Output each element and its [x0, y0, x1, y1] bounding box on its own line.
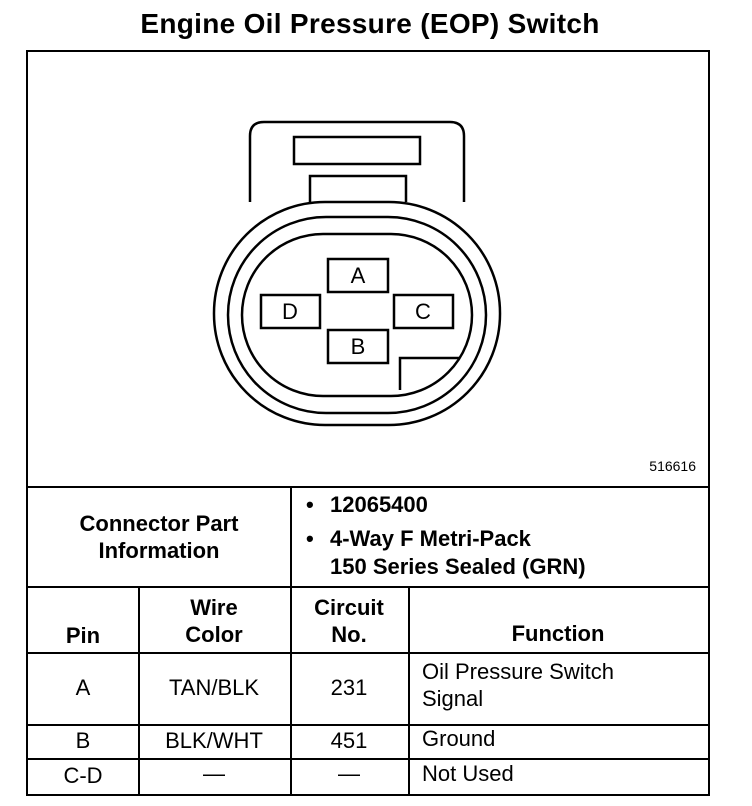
row-cd-pin: C-D [63, 763, 103, 788]
bullet: • [306, 492, 314, 517]
row-b-pin: B [75, 728, 91, 753]
connector-type-item [302, 522, 586, 556]
connector-info-list [302, 488, 586, 584]
connector-document-frame [26, 50, 710, 796]
row-a-function-line1: Oil Pressure Switch [422, 659, 614, 684]
row-cd-wire-color: — [203, 761, 225, 786]
divider-info [28, 586, 708, 588]
pin-label-c: C [415, 299, 431, 324]
connector-type: 4-Way F Metri-Pack [330, 526, 531, 551]
row-cd-function: Not Used [422, 761, 514, 786]
column-divider-circuit [408, 586, 410, 794]
header-wire-color-line2: Color [185, 622, 243, 647]
latch-tab [310, 176, 406, 202]
row-b-function: Ground [422, 726, 496, 751]
row-a-circuit: 231 [330, 675, 368, 700]
part-number-item [302, 488, 586, 522]
row-a-pin: A [75, 675, 91, 700]
connector-diagram [28, 52, 708, 488]
header-pin: Pin [65, 623, 101, 648]
header-circuit-line1: Circuit [314, 595, 384, 620]
latch-slot [294, 137, 420, 164]
row-a-function [422, 658, 614, 712]
pin-label-a: A [350, 263, 366, 288]
row-cd-circuit: — [338, 761, 360, 786]
header-wire-color [138, 594, 290, 648]
connector-info-label [28, 510, 290, 564]
row-a-function-line2: Signal [422, 686, 484, 711]
part-number: 12065400 [330, 492, 428, 517]
pin-label-d: D [282, 299, 298, 324]
row-b-wire-color: BLK/WHT [165, 728, 263, 753]
connector-info-label-line2: Information [98, 538, 220, 563]
connector-face-drawing [28, 52, 708, 488]
figure-id: 516616 [649, 458, 696, 474]
connector-body-outer [214, 202, 500, 425]
header-circuit-line2: No. [331, 622, 367, 647]
header-circuit-no [290, 594, 408, 648]
connector-series: 150 Series Sealed (GRN) [330, 554, 586, 579]
header-function: Function [511, 621, 605, 646]
bullet: • [306, 526, 314, 551]
row-b-circuit: 451 [330, 728, 368, 753]
connector-latch [250, 122, 464, 202]
pin-label-b: B [350, 334, 366, 359]
divider-row-a [28, 724, 708, 726]
row-a-wire-color: TAN/BLK [168, 675, 260, 700]
header-wire-color-line1: Wire [190, 595, 238, 620]
connector-info-label-line1: Connector Part [79, 511, 239, 536]
page-title: Engine Oil Pressure (EOP) Switch [140, 8, 600, 39]
divider-header [28, 652, 708, 654]
